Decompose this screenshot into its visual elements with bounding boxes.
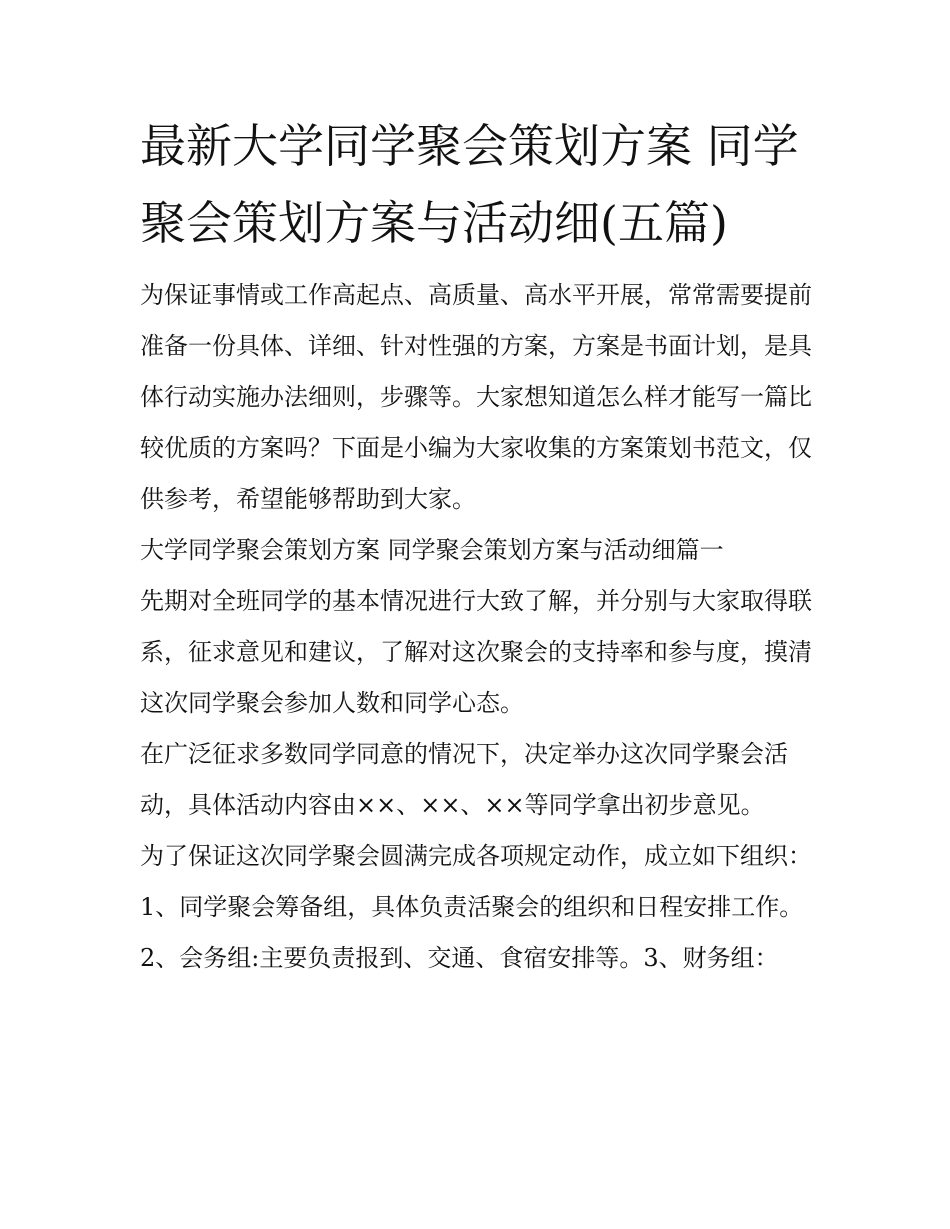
body-paragraph: 为了保证这次同学聚会圆满完成各项规定动作，成立如下组织： 1、同学聚会筹备组，具体负责活聚会的组织和日程安排工作。 xyxy=(140,842,812,921)
document-body xyxy=(140,270,820,984)
intro-paragraph: 为保证事情或工作高起点、高质量、高水平开展，常常需要提前准备一份具体、详细、针对性强的方案，方案是书面计划，是具体行动实施办法细则，步骤等。大家想知道怎么样才能写一篇比较优质的方案吗？下面是小编为大家收集的方案策划书范文，仅供参考，希望能够帮助到大家。 xyxy=(140,281,812,513)
document-page xyxy=(140,108,820,984)
body-paragraph: 2、会务组:主要负责报到、交通、食宿安排等。3、财务组： xyxy=(140,944,779,972)
body-paragraph: 先期对全班同学的基本情况进行大致了解，并分别与大家取得联系，征求意见和建议，了解对这次聚会的支持率和参与度，摸清这次同学聚会参加人数和同学心态。 xyxy=(140,587,812,717)
document-title: 最新大学同学聚会策划方案 同学聚会策划方案与活动细(五篇) xyxy=(140,119,799,250)
body-paragraph: 在广泛征求多数同学同意的情况下，决定举办这次同学聚会活动，具体活动内容由××、××、××等同学拿出初步意见。 xyxy=(140,740,788,819)
section-heading: 大学同学聚会策划方案 同学聚会策划方案与活动细篇一 xyxy=(140,536,724,564)
